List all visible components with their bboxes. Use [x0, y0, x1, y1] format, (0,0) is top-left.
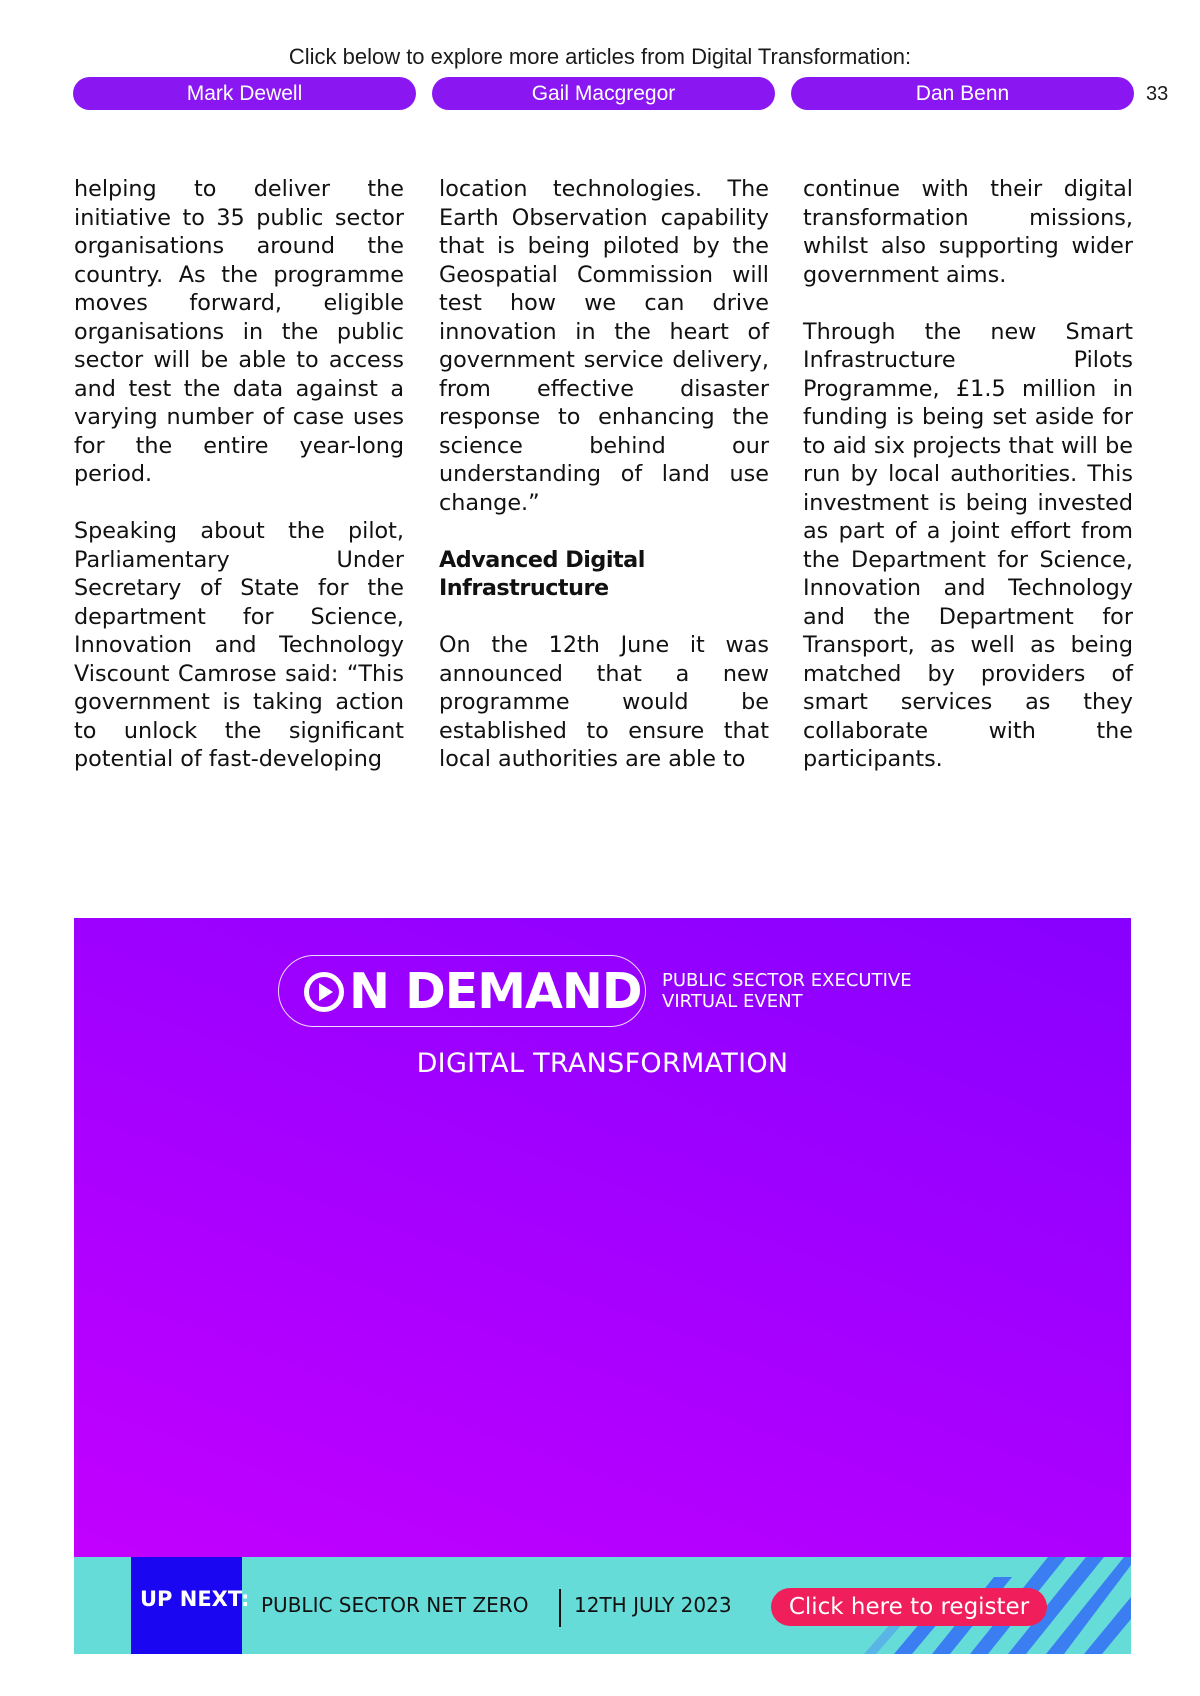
on-demand-title: N DEMAND [349, 963, 642, 1020]
register-button[interactable]: Click here to register [771, 1588, 1047, 1626]
paragraph: helping to deliver the initiative to 35 public sector organisations around the country. As the programme moves forward, eligible organisations in the public sector will be able to access and test the data against a varying number of case uses for the entire year-long period. [74, 176, 404, 487]
play-icon [303, 971, 345, 1013]
on-demand-badge [278, 955, 646, 1027]
explore-prompt: Click below to explore more articles from Digital Transformation: [288, 44, 912, 69]
article-column-3 [803, 175, 1133, 774]
next-event-date: 12TH JULY 2023 [574, 1593, 732, 1617]
paragraph: location technologies. The Earth Observation capability that is being piloted by the Geospatial Commission will test how we can drive innovation in the heart of government service delivery, from effective disaster response to enhancing the science behind our understanding of land use change.” [439, 176, 769, 516]
up-next-label: UP NEXT: [131, 1557, 242, 1654]
nav-link-gail-macgregor[interactable]: Gail Macgregor [432, 77, 775, 110]
paragraph: continue with their digital transformation missions, whilst also supporting wider government aims. [803, 176, 1133, 288]
on-demand-event-banner[interactable] [74, 918, 1131, 1654]
nav-link-dan-benn[interactable]: Dan Benn [791, 77, 1134, 110]
event-theme: DIGITAL TRANSFORMATION [416, 1048, 789, 1079]
article-column-1 [74, 175, 404, 774]
event-subtitle-line: PUBLIC SECTOR EXECUTIVE [662, 970, 912, 991]
up-next-strip [74, 1557, 1131, 1654]
nav-link-mark-dewell[interactable]: Mark Dewell [73, 77, 416, 110]
article-column-2 [439, 175, 769, 774]
section-heading: Advanced Digital Infrastructure [439, 546, 645, 601]
paragraph: Through the new Smart Infrastructure Pilots Programme, £1.5 million in funding is being set aside for to aid six projects that will be run by local authorities. This investment is being invested as part of a joint effort from the Department for Science, Innovation and Technology and the Department for Transport, as well as being matched by providers of smart services as they collaborate with the participants. [803, 318, 1133, 772]
paragraph: Speaking about the pilot, Parliamentary Under Secretary of State for the department for Science, Innovation and Technology Viscount Camrose said: “This government is taking action to unlock the significant potential of fast-developing [74, 518, 404, 772]
event-subtitle [662, 970, 962, 1012]
divider [559, 1589, 561, 1627]
page-number: 33 [1146, 83, 1169, 105]
event-subtitle-line: VIRTUAL EVENT [662, 991, 803, 1012]
next-event-name: PUBLIC SECTOR NET ZERO [261, 1593, 529, 1617]
paragraph: On the 12th June it was announced that a new programme would be established to ensure that local authorities are able to [439, 632, 769, 772]
